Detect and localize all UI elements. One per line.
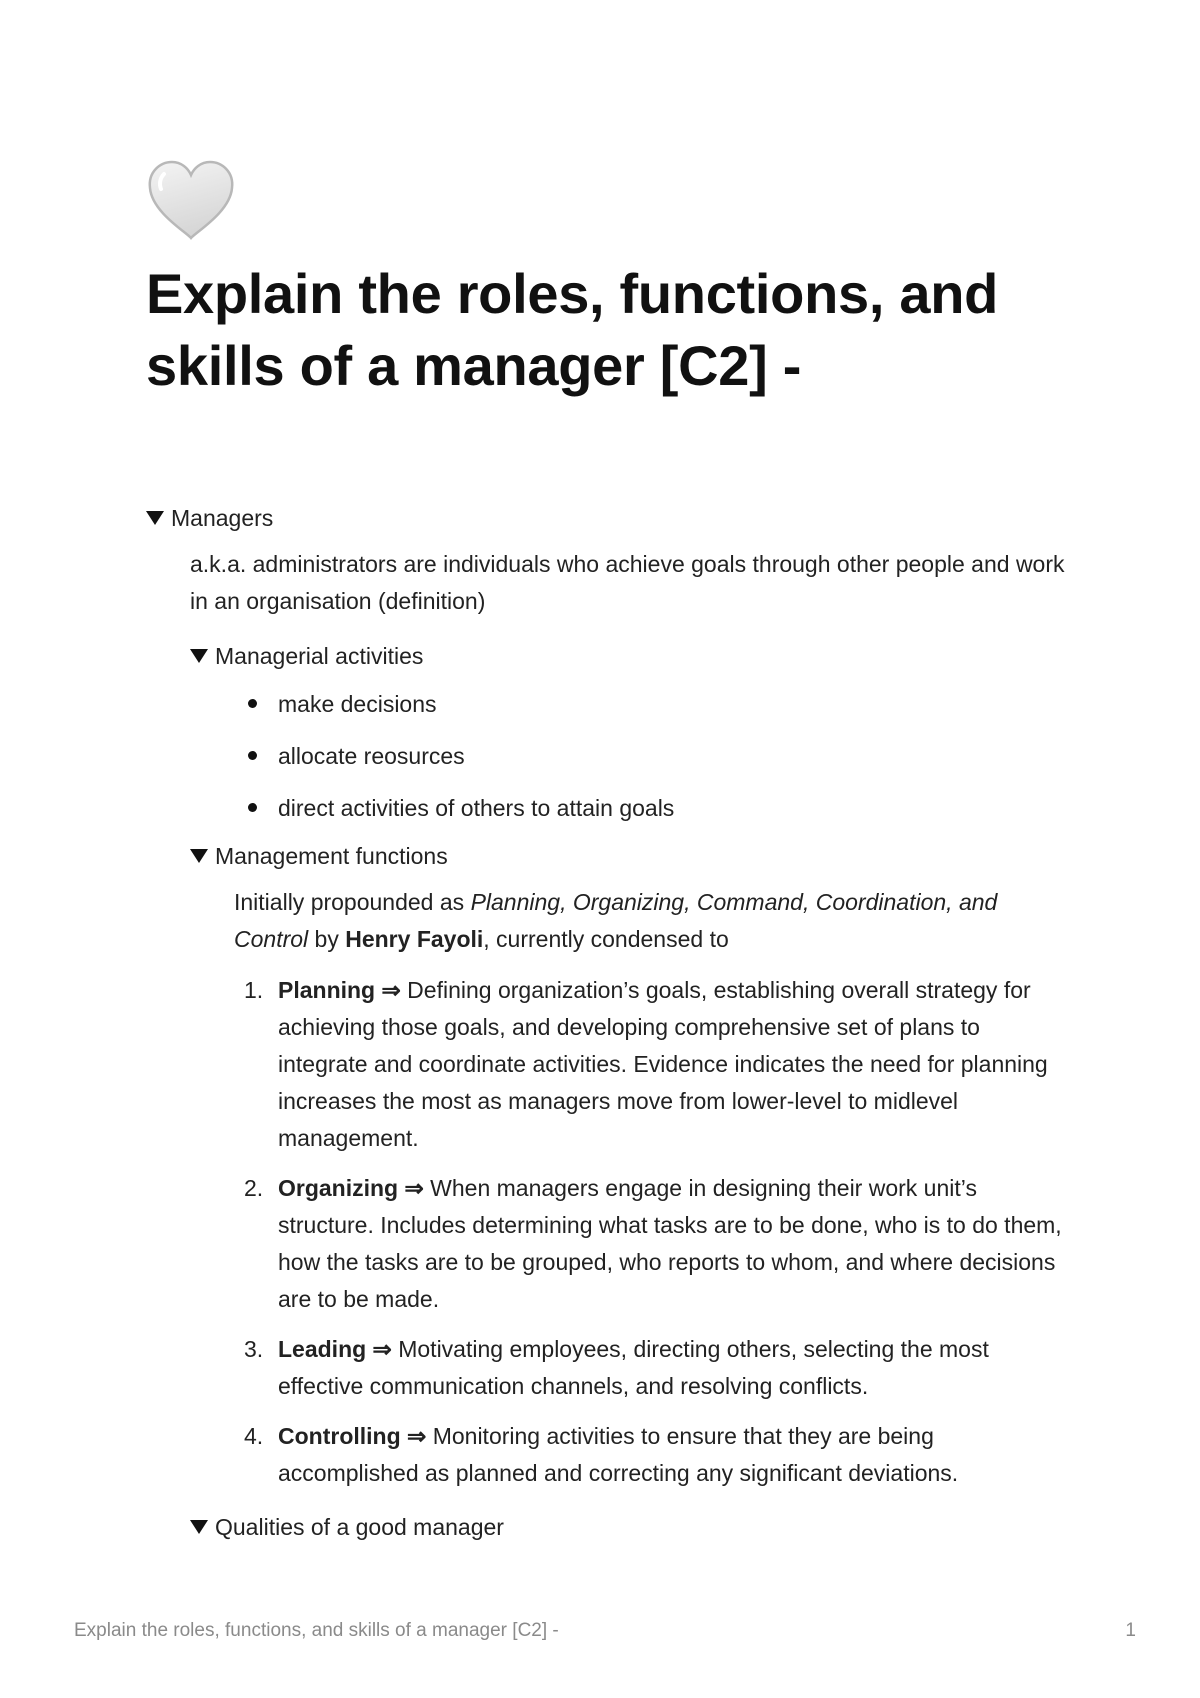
function-description: Motivating employees, directing others, selecting the most effective communication channels, and resolving conflicts.	[278, 1336, 989, 1399]
toggle-managerial-activities-label: Managerial activities	[215, 642, 424, 669]
toggle-managers-label: Managers	[171, 504, 274, 531]
author-name: Henry Fayoli	[345, 926, 484, 952]
functions-intro-start: Initially propounded as	[234, 889, 471, 915]
functions-intro-end: , currently condensed to	[483, 926, 729, 952]
footer-title: Explain the roles, functions, and skills of a manager [C2] -	[74, 1620, 559, 1641]
functions-intro	[234, 884, 1066, 958]
function-term: Leading ⇒	[278, 1336, 392, 1362]
activities-list	[234, 678, 1066, 834]
toggle-managers	[146, 496, 1066, 1549]
toggle-triangle-icon[interactable]	[146, 511, 164, 525]
list-item	[246, 782, 1066, 834]
toggle-management-functions-label: Management functions	[215, 842, 448, 869]
page-title: Explain the roles, functions, and skills of a manager [C2] -	[146, 262, 999, 397]
bullet-icon	[248, 803, 257, 812]
functions-list	[234, 972, 1066, 1492]
toggle-management-functions	[190, 834, 1066, 1492]
toggle-managerial-activities-body	[190, 678, 1066, 834]
function-item-leading	[244, 1331, 1066, 1405]
list-item-text: allocate reosurces	[278, 742, 465, 769]
toggle-qualities-header[interactable]	[190, 1505, 1066, 1549]
toggle-triangle-icon[interactable]	[190, 1520, 208, 1534]
list-item-text: direct activities of others to attain goals	[278, 794, 675, 821]
white-heart-icon-graphic	[146, 158, 236, 242]
toggle-triangle-icon[interactable]	[190, 849, 208, 863]
item-number: 4.	[244, 1423, 264, 1449]
function-description: Monitoring activities to ensure that they are being accomplished as planned and correcting any significant deviations.	[278, 1423, 959, 1486]
bullet-icon	[248, 751, 257, 760]
toggle-managers-header[interactable]	[146, 496, 1066, 540]
function-term: Controlling ⇒	[278, 1423, 427, 1449]
white-heart-icon	[146, 158, 236, 242]
list-item	[246, 730, 1066, 782]
toggle-qualities-label: Qualities of a good manager	[215, 1513, 504, 1540]
item-number: 3.	[244, 1336, 264, 1362]
toggle-management-functions-body	[190, 884, 1066, 1492]
item-number: 2.	[244, 1175, 264, 1201]
function-item-controlling	[244, 1418, 1066, 1492]
function-item-organizing	[244, 1170, 1066, 1318]
function-description: Defining organization’s goals, establishing overall strategy for achieving those goals, and developing comprehensive set of plans to integrate and coordinate activities. Evidence indicates the need for planning increases the most as managers move from lower-level to midlevel management.	[278, 977, 1048, 1151]
toggle-management-functions-header[interactable]	[190, 834, 1066, 878]
function-term: Organizing ⇒	[278, 1175, 424, 1201]
toggle-managerial-activities	[190, 634, 1066, 834]
toggle-managers-body	[146, 546, 1066, 1549]
footer-page-number: 1	[1125, 1620, 1136, 1641]
list-item	[246, 678, 1066, 730]
function-description: When managers engage in designing their work unit’s structure. Includes determining what tasks are to be done, who is to do them, how the tasks are to be grouped, who reports to whom, and where decisions are to be made.	[278, 1175, 1062, 1312]
function-term: Planning ⇒	[278, 977, 401, 1003]
managers-definition: a.k.a. administrators are individuals who achieve goals through other people and work in an organisation (definition)	[190, 551, 1065, 614]
fayol-functions: Planning, Organizing, Command, Coordination, and Control	[234, 889, 998, 952]
functions-intro-by: by	[308, 926, 346, 952]
list-item-text: make decisions	[278, 690, 437, 717]
page-content	[146, 496, 1066, 1549]
toggle-qualities	[190, 1505, 1066, 1549]
function-item-planning	[244, 972, 1066, 1157]
item-number: 1.	[244, 977, 264, 1003]
bullet-icon	[248, 699, 257, 708]
toggle-triangle-icon[interactable]	[190, 649, 208, 663]
toggle-managerial-activities-header[interactable]	[190, 634, 1066, 678]
